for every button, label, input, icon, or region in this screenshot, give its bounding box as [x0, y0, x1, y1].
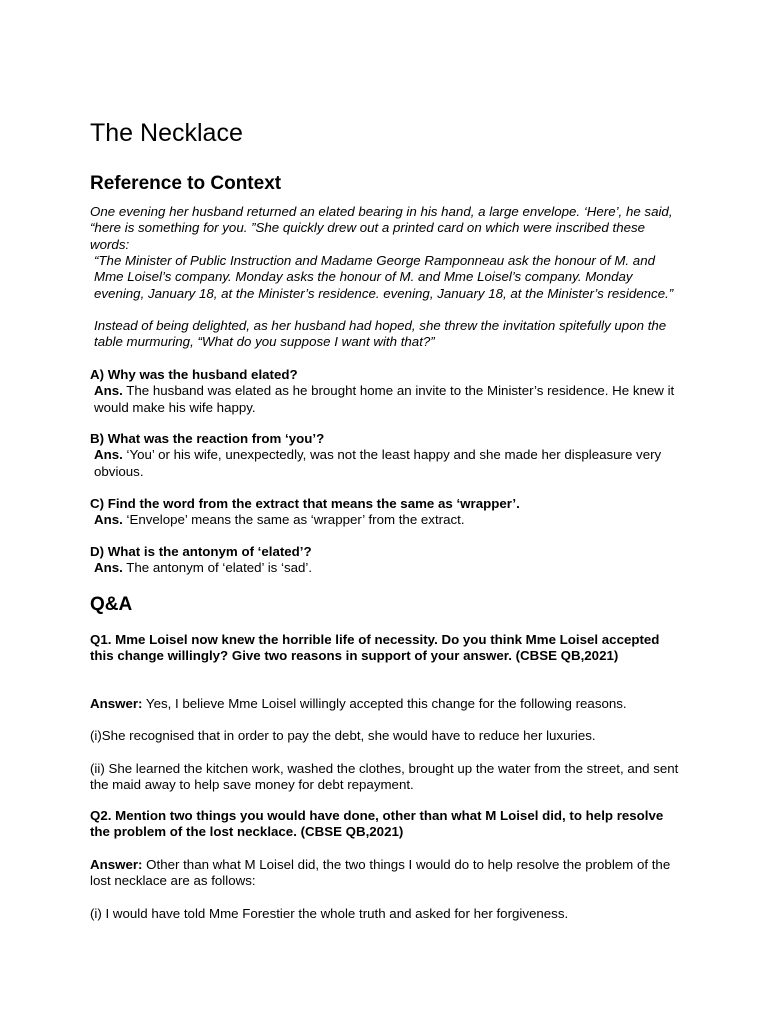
answer-text — [90, 447, 680, 480]
answer-label: Ans. — [94, 383, 123, 399]
extract-paragraph-3: Instead of being delighted, as her husband had hoped, she threw the invitation spitefully upon the table murmuring, “What do you suppose I want with that?” — [94, 318, 667, 350]
answer-label: Ans. — [94, 512, 123, 528]
answer-body: ‘Envelope’ means the same as ‘wrapper’ from the extract. — [122, 512, 465, 528]
qa-answer-1 — [90, 696, 680, 712]
question-block-a — [90, 367, 680, 416]
answer-body: ‘You’ or his wife, unexpectedly, was not the least happy and she made her displeasure very obvious. — [94, 447, 662, 479]
answer-text — [90, 560, 680, 576]
answer-label: Answer: — [90, 696, 143, 711]
qa-question-2: Q2. Mention two things you would have done, other than what M Loisel did, to help resolve the problem of the lost necklace. (CBSE QB,2021) — [90, 808, 664, 840]
question-text: A) Why was the husband elated? — [90, 367, 298, 382]
answer-label: Ans. — [94, 560, 123, 576]
answer-body: The husband was elated as he brought home an invite to the Minister’s residence. He knew it would make his wife happy. — [94, 383, 675, 415]
question-block-b — [90, 431, 680, 480]
question-text: B) What was the reaction from ‘you’? — [90, 431, 325, 446]
extract-paragraph-1: One evening her husband returned an elated bearing in his hand, a large envelope. ‘Here’, he said, “here is something for you. ”She quickly drew out a printed card on which were inscribed these words: — [90, 204, 673, 252]
qa-answer-1-point-1: (i)She recognised that in order to pay the debt, she would have to reduce her luxuries. — [90, 728, 596, 743]
answer-text — [90, 383, 680, 416]
qa-answer-1-point-2: (ii) She learned the kitchen work, washed the clothes, brought up the water from the street, and sent the maid away to help save money for debt repayment. — [90, 761, 679, 793]
question-text: C) Find the word from the extract that means the same as ‘wrapper’. — [90, 496, 520, 511]
document-title: The Necklace — [90, 119, 243, 147]
section-heading-qa: Q&A — [90, 594, 133, 615]
answer-body: Other than what M Loisel did, the two things I would do to help resolve the problem of the lost necklace are as follows: — [90, 857, 671, 889]
answer-text — [90, 512, 680, 528]
answer-label: Ans. — [94, 447, 123, 463]
section-heading-reference-to-context: Reference to Context — [90, 173, 282, 194]
question-text: D) What is the antonym of ‘elated’? — [90, 544, 312, 559]
question-block-c — [90, 496, 680, 529]
answer-body: Yes, I believe Mme Loisel willingly accepted this change for the following reasons. — [142, 696, 627, 711]
answer-label: Answer: — [90, 857, 143, 872]
question-block-d — [90, 544, 680, 577]
extract-paragraph-2: “The Minister of Public Instruction and Madame George Ramponneau ask the honour of M. and Mme Loisel’s company. Monday asks the honour of M. and Mme Loisel’s company. Monday evening, January 18, at the Minister’s residence. evening, January 18, at the Minister’s residence.” — [94, 253, 674, 301]
qa-answer-2 — [90, 857, 680, 890]
qa-answer-2-point-1: (i) I would have told Mme Forestier the whole truth and asked for her forgiveness. — [90, 906, 569, 921]
answer-body: The antonym of ‘elated’ is ‘sad’. — [122, 560, 313, 576]
qa-question-1: Q1. Mme Loisel now knew the horrible life of necessity. Do you think Mme Loisel accepted this change willingly? Give two reasons in support of your answer. (CBSE QB,2021) — [90, 632, 660, 664]
